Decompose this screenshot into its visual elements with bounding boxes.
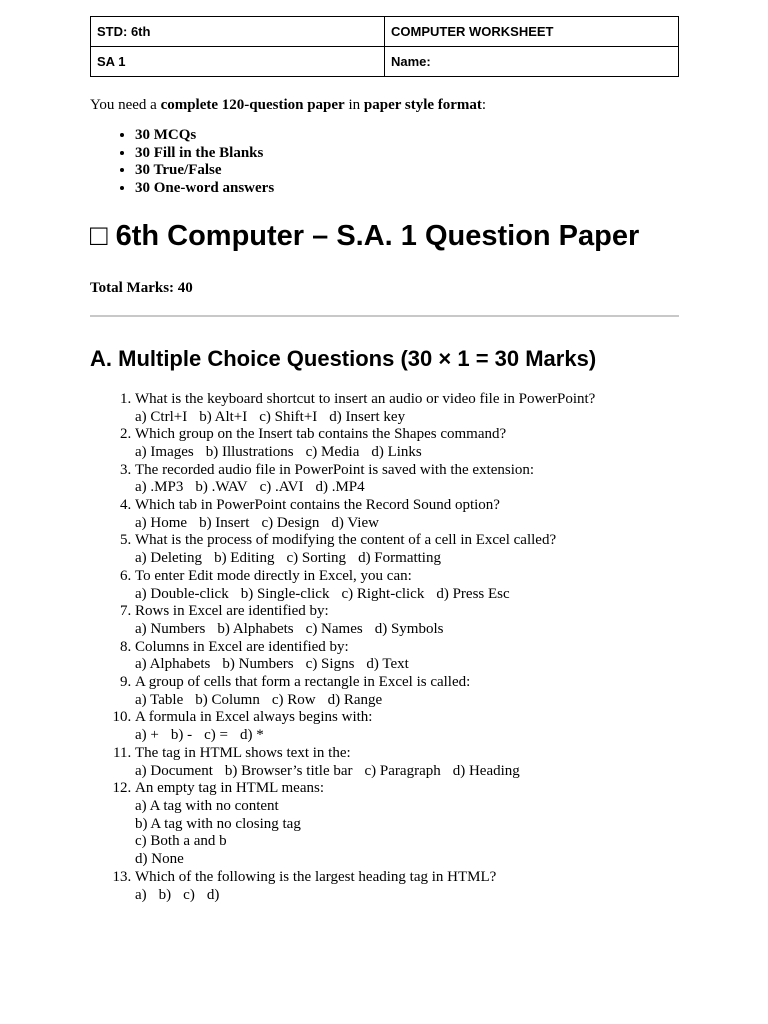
requirement-item: • 30 MCQs bbox=[135, 127, 679, 145]
option: d) Text bbox=[366, 656, 409, 673]
intro-text bbox=[90, 95, 679, 115]
requirement-item: • 30 Fill in the Blanks bbox=[135, 145, 679, 163]
option: a) Alphabets bbox=[135, 656, 211, 673]
divider bbox=[90, 315, 679, 317]
option: d) Insert key bbox=[329, 408, 406, 425]
option: a) Numbers bbox=[135, 620, 206, 637]
option: b) .WAV bbox=[195, 479, 248, 496]
options-line bbox=[135, 692, 679, 710]
intro-prefix: You need a bbox=[90, 97, 161, 113]
question-text: Rows in Excel are identified by: bbox=[135, 603, 329, 620]
requirement-item: • 30 True/False bbox=[135, 162, 679, 180]
question-item bbox=[135, 639, 679, 674]
options-line bbox=[135, 887, 679, 905]
option: d) None bbox=[135, 851, 184, 868]
option: b) bbox=[158, 886, 172, 903]
option: b) Single-click bbox=[240, 585, 330, 602]
option: a) Table bbox=[135, 691, 184, 708]
question-text: To enter Edit mode directly in Excel, you can: bbox=[135, 567, 412, 584]
option: a) A tag with no content bbox=[135, 797, 279, 814]
question-item bbox=[135, 603, 679, 638]
question-text: A group of cells that form a rectangle in Excel is called: bbox=[135, 674, 471, 691]
question-item bbox=[135, 780, 679, 869]
question-item bbox=[135, 532, 679, 567]
option: d) Symbols bbox=[374, 620, 444, 637]
option: a) + bbox=[135, 727, 159, 744]
option: c) Signs bbox=[305, 656, 355, 673]
option: d) View bbox=[331, 514, 379, 531]
options-line bbox=[135, 479, 679, 497]
section-a-title: A. Multiple Choice Questions (30 × 1 = 30 Marks) bbox=[90, 345, 597, 371]
worksheet-page bbox=[90, 16, 679, 904]
option: a) Images bbox=[135, 443, 194, 460]
paper-title: □ 6th Computer – S.A. 1 Question Paper bbox=[90, 219, 640, 252]
option: d) Press Esc bbox=[436, 585, 510, 602]
question-item bbox=[135, 426, 679, 461]
options-line bbox=[135, 763, 679, 781]
option: c) Right-click bbox=[341, 585, 425, 602]
option: b) Numbers bbox=[222, 656, 294, 673]
question-text: A formula in Excel always begins with: bbox=[135, 709, 373, 726]
option: b) A tag with no closing tag bbox=[135, 815, 301, 832]
option: a) Document bbox=[135, 762, 213, 779]
option: d) Heading bbox=[452, 762, 520, 779]
option: d) .MP4 bbox=[315, 479, 365, 496]
option: c) Row bbox=[271, 691, 316, 708]
option: c) Media bbox=[305, 443, 360, 460]
question-item bbox=[135, 462, 679, 497]
question-item bbox=[135, 497, 679, 532]
option: a) Ctrl+I bbox=[135, 408, 188, 425]
options-line bbox=[135, 656, 679, 674]
option: b) Editing bbox=[214, 550, 275, 567]
option: a) Double-click bbox=[135, 585, 229, 602]
intro-suffix: : bbox=[481, 97, 487, 113]
question-text: What is the process of modifying the content of a cell in Excel called? bbox=[135, 532, 557, 549]
options-line bbox=[135, 621, 679, 639]
question-item bbox=[135, 674, 679, 709]
option: c) Both a and b bbox=[135, 833, 227, 850]
intro-bold-2: paper style format bbox=[363, 97, 482, 113]
question-text: Columns in Excel are identified by: bbox=[135, 638, 349, 655]
option: b) Insert bbox=[199, 514, 250, 531]
option: d) * bbox=[240, 727, 264, 744]
options-line bbox=[135, 586, 679, 604]
intro-mid: in bbox=[344, 97, 364, 113]
sa-cell: SA 1 bbox=[91, 47, 385, 77]
worksheet-title-cell: COMPUTER WORKSHEET bbox=[385, 17, 679, 47]
header-table bbox=[90, 16, 679, 77]
options-line bbox=[135, 515, 679, 533]
question-text: The tag in HTML shows text in the: bbox=[135, 744, 351, 761]
requirements-list bbox=[90, 127, 679, 198]
question-text: Which of the following is the largest heading tag in HTML? bbox=[135, 868, 497, 885]
option: b) Illustrations bbox=[205, 443, 294, 460]
option: a) .MP3 bbox=[135, 479, 184, 496]
option: d) bbox=[206, 886, 220, 903]
question-text: An empty tag in HTML means: bbox=[135, 780, 324, 797]
question-item bbox=[135, 568, 679, 603]
name-cell: Name: bbox=[385, 47, 679, 77]
options-line bbox=[135, 409, 679, 427]
question-item bbox=[135, 869, 679, 904]
option: d) Formatting bbox=[358, 550, 441, 567]
option: b) Alt+I bbox=[199, 408, 248, 425]
option: d) Links bbox=[371, 443, 422, 460]
question-text: The recorded audio file in PowerPoint is saved with the extension: bbox=[135, 461, 535, 478]
option: c) Design bbox=[261, 514, 320, 531]
option: c) .AVI bbox=[259, 479, 304, 496]
options-line bbox=[135, 550, 679, 568]
option: c) Sorting bbox=[286, 550, 347, 567]
intro-bold-1: complete 120-question paper bbox=[160, 97, 345, 113]
option: c) Names bbox=[305, 620, 363, 637]
option: b) Column bbox=[195, 691, 260, 708]
option: a) Home bbox=[135, 514, 188, 531]
question-item bbox=[135, 745, 679, 780]
option: c) bbox=[183, 886, 195, 903]
std-cell: STD: 6th bbox=[91, 17, 385, 47]
option: c) Shift+I bbox=[259, 408, 318, 425]
options-line bbox=[135, 444, 679, 462]
question-text: Which group on the Insert tab contains the Shapes command? bbox=[135, 426, 507, 443]
question-item bbox=[135, 391, 679, 426]
question-item bbox=[135, 709, 679, 744]
question-text: What is the keyboard shortcut to insert an audio or video file in PowerPoint? bbox=[135, 390, 596, 407]
header-row bbox=[91, 17, 679, 47]
option: b) - bbox=[170, 727, 193, 744]
option: c) Paragraph bbox=[364, 762, 441, 779]
option: a) bbox=[135, 886, 147, 903]
options-line bbox=[135, 727, 679, 745]
option: b) Alphabets bbox=[217, 620, 294, 637]
question-text: Which tab in PowerPoint contains the Record Sound option? bbox=[135, 497, 500, 514]
option: a) Deleting bbox=[135, 550, 203, 567]
requirement-item: • 30 One-word answers bbox=[135, 180, 679, 198]
option: b) Browser’s title bar bbox=[224, 762, 353, 779]
mcq-list bbox=[90, 391, 679, 904]
header-row bbox=[91, 47, 679, 77]
total-marks: Total Marks: 40 bbox=[90, 279, 193, 296]
option: d) Range bbox=[327, 691, 383, 708]
option: c) = bbox=[204, 727, 228, 744]
